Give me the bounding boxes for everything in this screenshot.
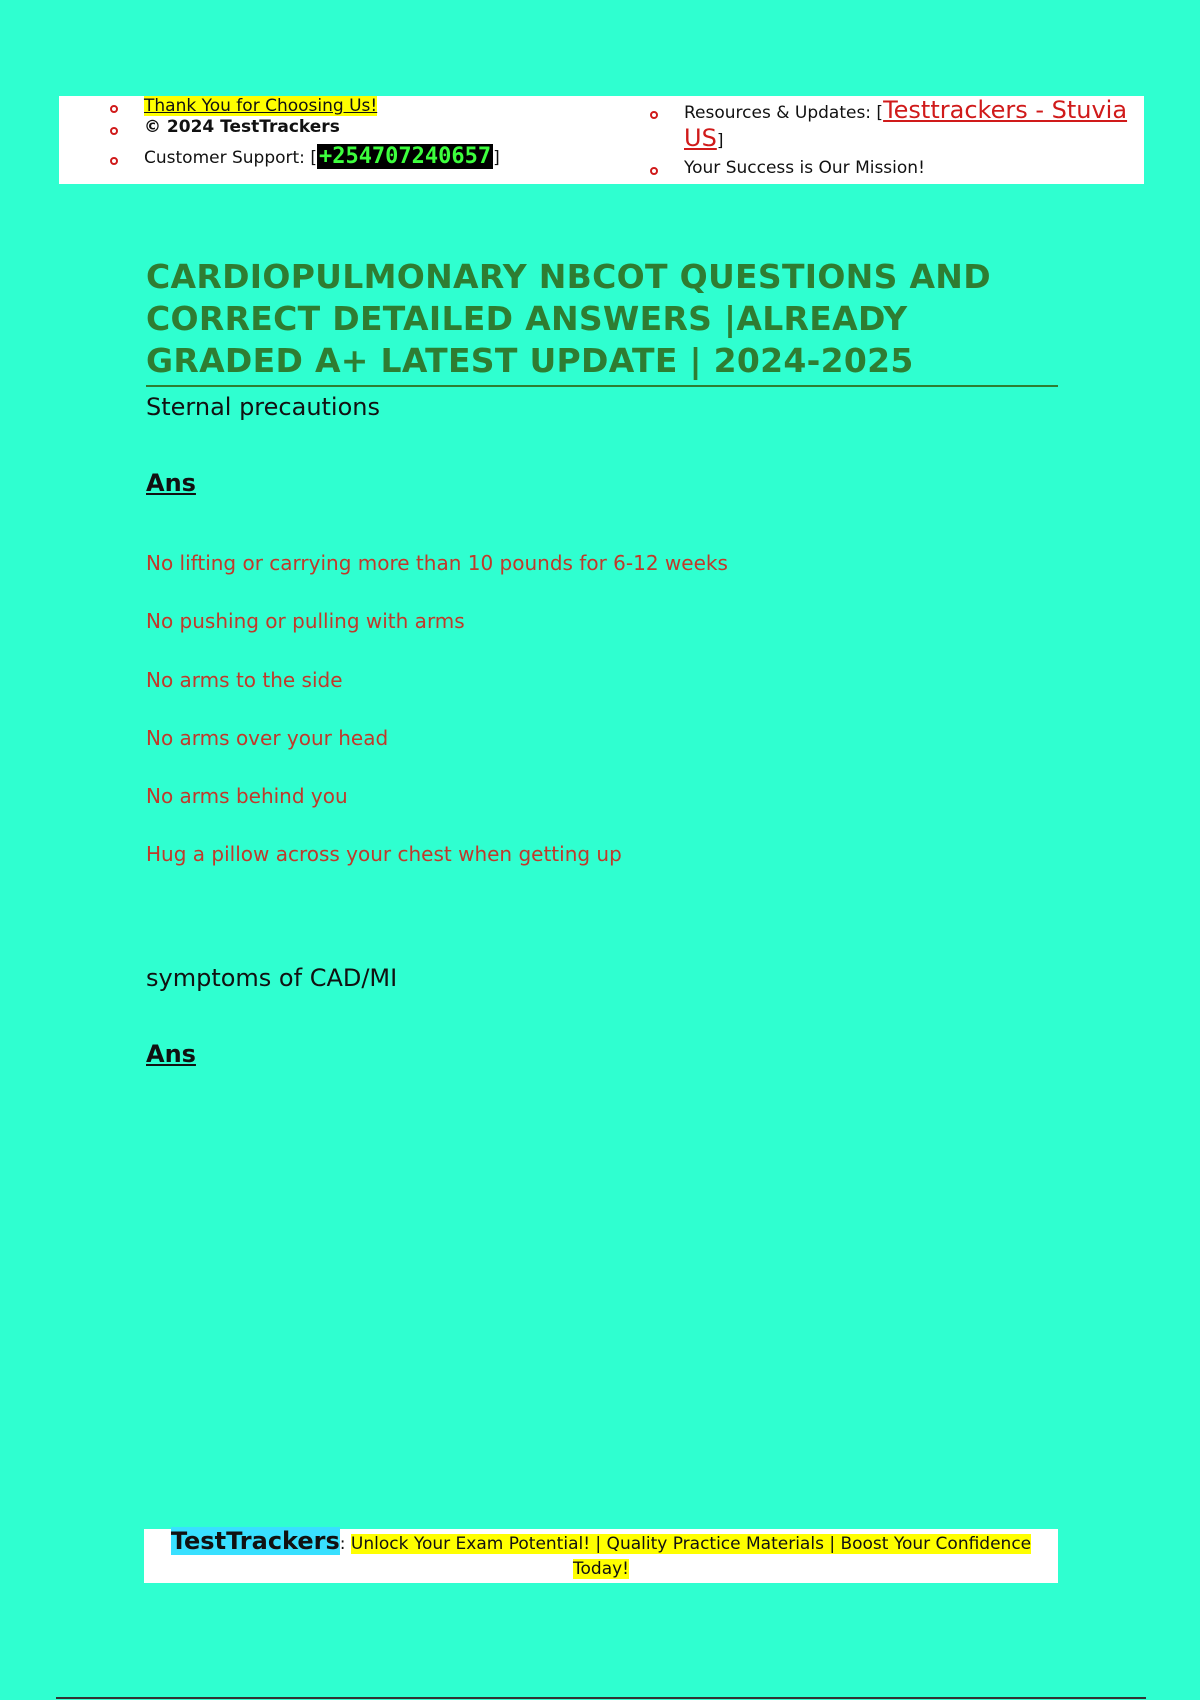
mission-text: Your Success is Our Mission! [684, 158, 925, 178]
bullet-icon [650, 167, 658, 175]
support-close: ] [493, 148, 500, 168]
resources-item [684, 96, 1127, 124]
resources-link-cont[interactable]: US [684, 124, 717, 152]
bullet-icon [110, 157, 118, 165]
support-item [144, 144, 500, 169]
resources-label: Resources & Updates: [ [684, 103, 884, 123]
answer-line: No arms to the side [146, 668, 343, 692]
title-divider [146, 385, 1058, 387]
header-box [59, 96, 1144, 184]
thanks-item [144, 96, 377, 116]
resources-close: ] [716, 131, 724, 151]
question-text: Sternal precautions [146, 393, 380, 421]
footer-promo-cont: Today! [573, 1559, 629, 1579]
answer-line: No lifting or carrying more than 10 pounds for 6-12 weeks [146, 551, 728, 575]
resources-item-cont [684, 124, 723, 152]
footer-promo: Unlock Your Exam Potential! | Quality Practice Materials | Boost Your Confidence [350, 1534, 1032, 1554]
footer-separator: : [339, 1534, 351, 1554]
footer-brand: TestTrackers [170, 1527, 340, 1555]
bullet-icon [650, 111, 658, 119]
support-phone[interactable]: +254707240657 [318, 144, 492, 169]
document-title: CARDIOPULMONARY NBCOT QUESTIONS AND CORRECT DETAILED ANSWERS |ALREADY GRADED A+ LATEST UPDATE | 2024-2025 [146, 257, 991, 380]
answer-line: No arms over your head [146, 726, 389, 750]
answer-line: No pushing or pulling with arms [146, 609, 465, 633]
copyright-item [144, 117, 340, 137]
answer-line: Hug a pillow across your chest when getting up [146, 842, 622, 866]
bullet-icon [110, 105, 118, 113]
thanks-text: Thank You for Choosing Us! [144, 96, 378, 116]
mission-item [684, 158, 925, 178]
footer-banner [144, 1529, 1058, 1583]
support-label: Customer Support: [ [144, 148, 317, 168]
copyright-text: © 2024 TestTrackers [144, 117, 340, 137]
resources-link[interactable]: Testtrackers - Stuvia [883, 96, 1128, 124]
question-text: symptoms of CAD/MI [146, 964, 398, 992]
page-bottom-rule [56, 1697, 1146, 1699]
answer-line: No arms behind you [146, 784, 348, 808]
ans-label: Ans [146, 469, 196, 497]
bullet-icon [110, 127, 118, 135]
ans-label: Ans [146, 1040, 196, 1068]
